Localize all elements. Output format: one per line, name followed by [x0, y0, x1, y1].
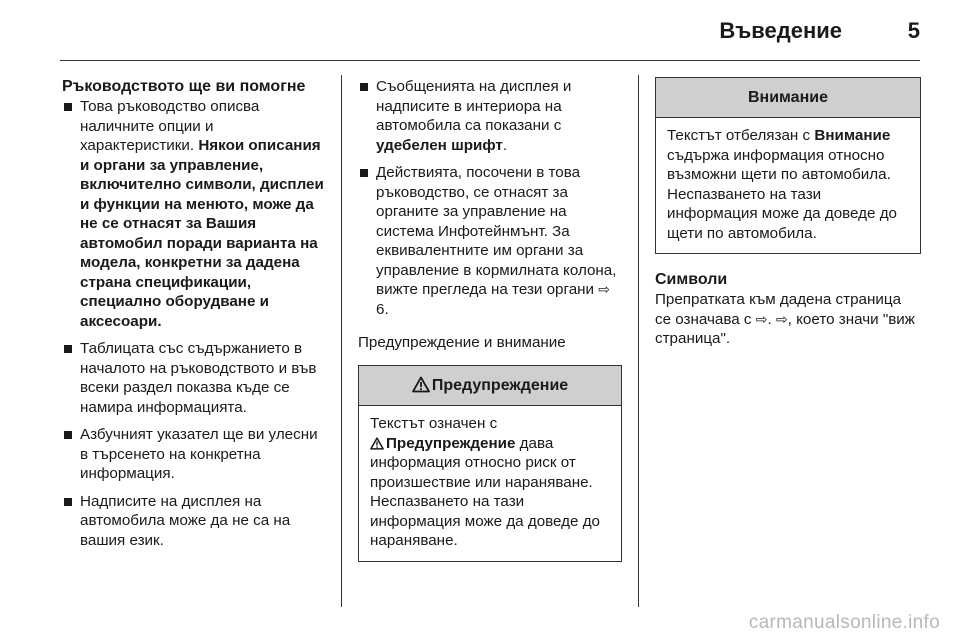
caution-box-bold-text: Внимание	[814, 127, 891, 144]
caution-box-text: съдържа информация относно възможни щети по автомобила. Неспазването на тази информация може да доведе до щети по автомобила.	[667, 146, 897, 242]
symbols-paragraph	[655, 290, 921, 349]
warning-box	[358, 365, 622, 562]
bullet-text: Съобщенията на дисплея и надписите в интериора на автомобила са показани с	[376, 78, 572, 134]
symbols-text: , което значи "виж страница".	[655, 310, 915, 347]
symbols-text: Препратката към дадена страница се означава с	[655, 291, 902, 328]
page-title: Въведение	[719, 18, 842, 43]
list-item	[62, 97, 326, 331]
symbols-text: .	[767, 310, 776, 328]
warning-box-title-text: Предупреждение	[431, 377, 569, 394]
page-reference-arrow-icon: ⇨	[775, 310, 788, 327]
watermark: carmanualsonline.info	[748, 612, 940, 633]
display-bullet-list	[358, 77, 622, 319]
page-number: 5	[907, 18, 920, 43]
list-item	[62, 492, 326, 551]
bullet-text: Действията, посочени в това ръководство, се отнасят за органите за управление на система Инфотейнмънт. За еквивалентните им органи за управление в кормилната колона, вижте прегледа на тези органи	[376, 164, 617, 298]
list-item	[358, 163, 622, 319]
bullet-bold-text: удебелен шрифт	[376, 136, 503, 154]
warning-box-body	[359, 406, 621, 561]
page-reference-number: 6	[376, 300, 385, 318]
page-reference-arrow-icon: ⇨	[755, 310, 768, 327]
page-header	[0, 0, 960, 62]
warning-box-bold-text: Предупреждение	[386, 434, 516, 452]
bullet-text: Азбучният указател ще ви улесни в търсенето на конкретна информация.	[80, 426, 318, 482]
warning-triangle-icon	[370, 437, 384, 450]
guide-bullet-list	[62, 97, 326, 550]
subheading-warning-caution: Предупреждение и внимание	[358, 334, 566, 351]
caution-box-text: Текстът отбелязан с	[667, 127, 815, 144]
bullet-text: Надписите на дисплея на автомобила може да не са на вашия език.	[80, 492, 291, 549]
caution-box	[655, 77, 921, 254]
bullet-text-end: .	[502, 136, 508, 154]
warning-box-text: дава информация относно риск от произшествие или нараняване. Неспазването на тази информация може да доведе до нараняване.	[370, 434, 600, 549]
caution-box-title: Внимание	[656, 78, 920, 118]
column-3	[655, 77, 921, 349]
column-divider-1	[341, 75, 342, 607]
section-heading-symbols: Символи	[655, 271, 728, 288]
list-item	[62, 339, 326, 417]
page-reference-arrow-icon: ⇨	[598, 281, 610, 297]
bullet-text: Таблицата със съдържанието в началото на ръководството и във всеки раздел показва къде се намира информацията.	[80, 340, 317, 416]
section-heading-guide: Ръководството ще ви помогне	[62, 78, 306, 95]
warning-triangle-icon	[412, 376, 430, 393]
warning-box-title	[359, 366, 621, 406]
bullet-bold-text: Някои описания и органи за управление, включително символи, дисплеи и функции на менюто, може да не се отнасят за Вашия автомобил поради варианта на модела, конкретни за дадена страна спецификации, специално оборудване и аксесоари.	[80, 137, 324, 330]
warning-box-text: Текстът означен с	[370, 415, 498, 432]
header-divider	[60, 60, 920, 61]
column-2	[358, 77, 622, 562]
bullet-text: Това ръководство описва наличните опции и характеристики.	[80, 98, 260, 154]
bullet-text-end: .	[384, 300, 389, 318]
caution-box-body	[656, 118, 920, 253]
list-item	[358, 77, 622, 155]
column-divider-2	[638, 75, 639, 607]
list-item	[62, 425, 326, 484]
column-1	[62, 77, 326, 558]
